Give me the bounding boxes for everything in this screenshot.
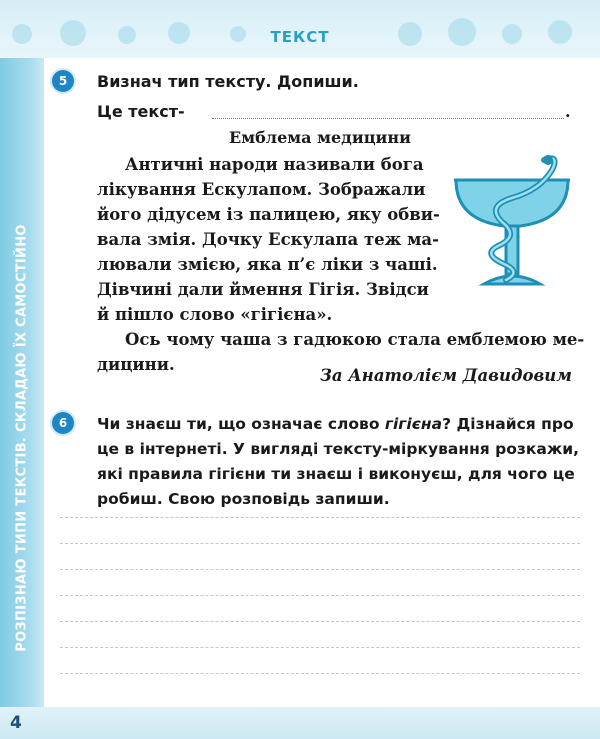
story-title: Емблема медицини (229, 128, 411, 147)
answer-line[interactable] (60, 569, 580, 570)
section-title: ТЕКСТ (270, 28, 330, 46)
story-line: лювали змією, яка п’є ліки з чаші. (97, 255, 438, 274)
prompt-period: . (565, 102, 571, 121)
top-banner (0, 0, 600, 58)
task-number-badge: 6 (52, 412, 74, 434)
task5-instruction: Визнач тип тексту. Допиши. (97, 72, 359, 91)
task6-instruction (97, 412, 580, 512)
answer-line[interactable] (60, 647, 580, 648)
story-line: вала змія. Дочку Ескулапа теж ма- (97, 230, 439, 249)
story-line: й пішло слово «гігієна». (97, 305, 333, 324)
task6-keyword: гігієна (384, 415, 443, 433)
task6-line: це в інтернеті. У вигляді тексту-міркування розкажи, (97, 440, 580, 458)
story-line: дицини. (97, 355, 175, 374)
task6-text-part: Чи знаєш ти, що означає слово (97, 415, 385, 433)
story-line: Античні народи називали бога (125, 155, 424, 174)
bowl-of-hygieia-icon (448, 150, 576, 290)
answer-line[interactable] (60, 543, 580, 544)
story-line: Ось чому чаша з гадюкою стала емблемою ме- (125, 330, 585, 349)
task6-text-part: ? Дізнайся про (442, 415, 574, 433)
story-line: Дівчині дали ймення Гігія. Звідси (97, 280, 429, 299)
task6-line: робиш. Свою розповідь запиши. (97, 490, 390, 508)
task5-prompt: Це текст- (97, 102, 185, 121)
story-line: лікування Ескулапом. Зображали (97, 180, 426, 199)
answer-line[interactable] (60, 621, 580, 622)
task-number-badge: 5 (52, 70, 74, 92)
task6-line (97, 412, 577, 437)
answer-line[interactable] (60, 517, 580, 518)
answer-line[interactable] (60, 595, 580, 596)
bottom-band (0, 707, 600, 739)
answer-line[interactable] (60, 673, 580, 674)
sidebar-caption: РОЗПІЗНАЮ ТИПИ ТЕКСТІВ. СКЛАДАЮ ЇХ САМОСТІЙНО (14, 224, 30, 652)
story-line: його дідусем із палицею, яку обви- (97, 205, 440, 224)
story-author: За Анатолієм Давидовим (320, 366, 572, 385)
answer-dotted-line[interactable] (212, 118, 564, 119)
page-number: 4 (10, 713, 22, 733)
task6-line: які правила гігієни ти знаєш і виконуєш, для чого це (97, 465, 575, 483)
sidebar (0, 58, 44, 708)
